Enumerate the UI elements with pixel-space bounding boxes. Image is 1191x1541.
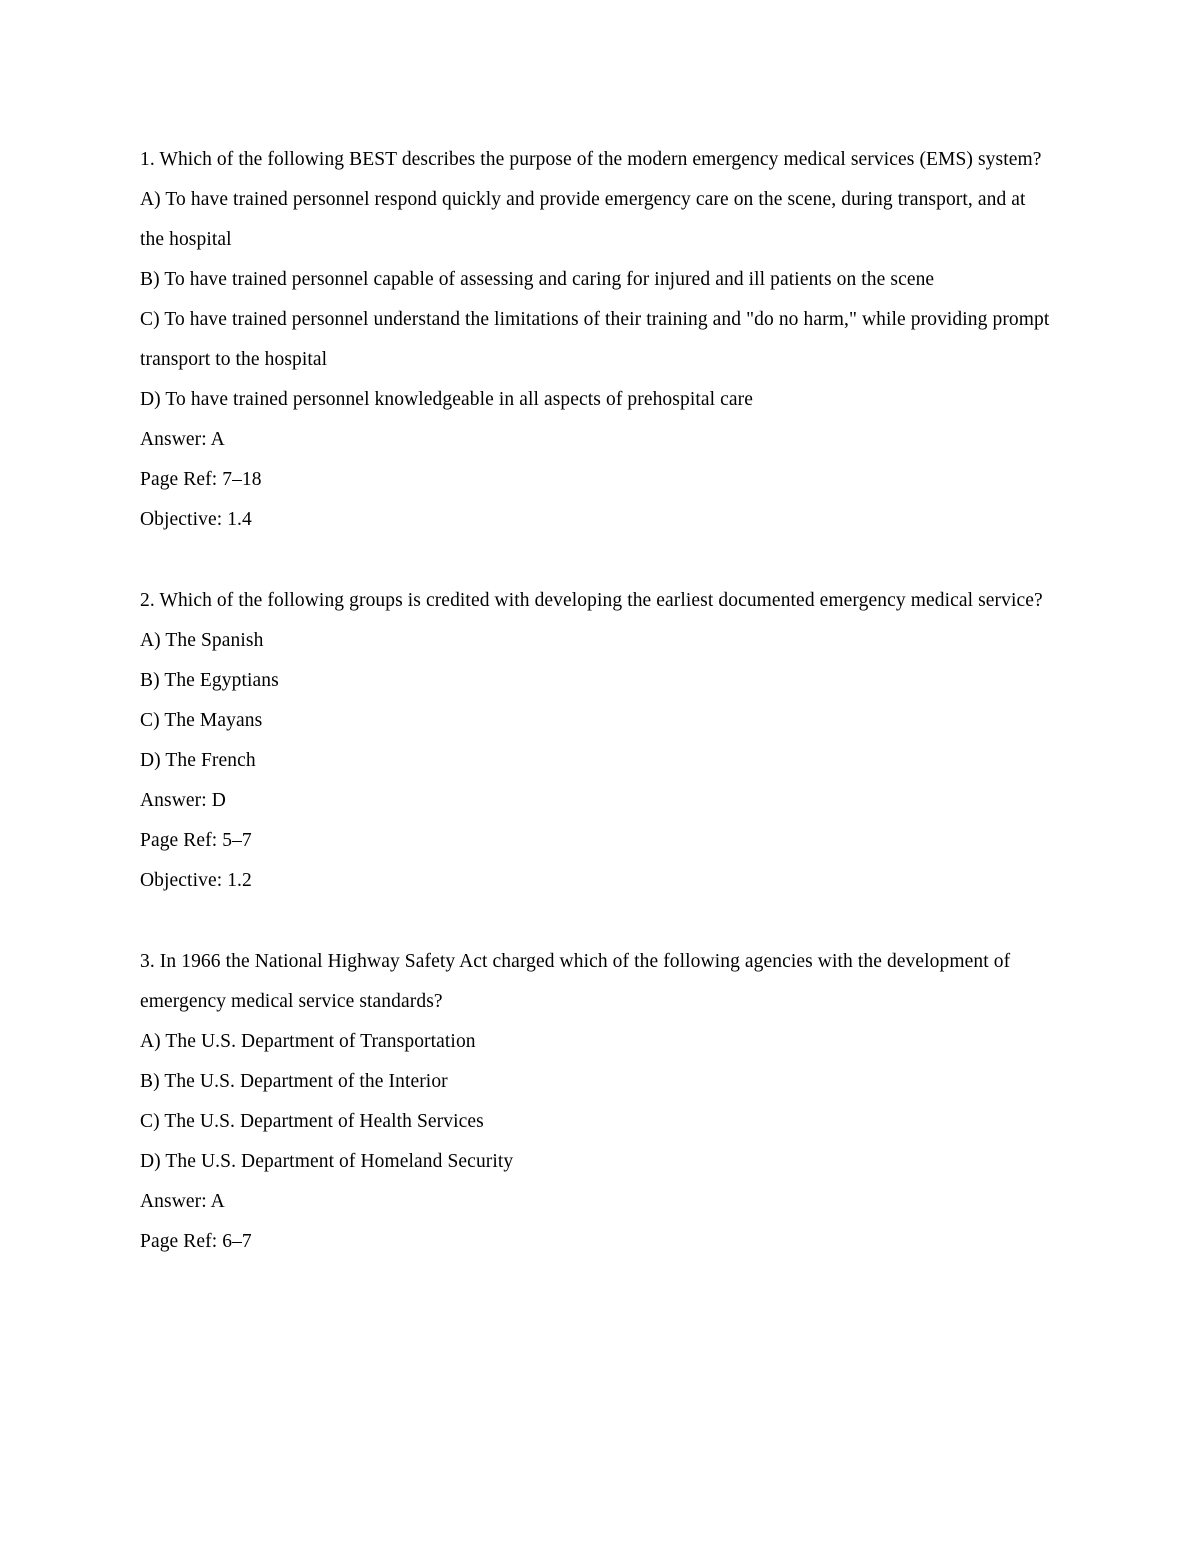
question-block-2 — [140, 581, 1053, 901]
page-ref-line: Page Ref: 6–7 — [140, 1231, 252, 1252]
option-b: B) The Egyptians — [140, 670, 279, 691]
question-text: 1. Which of the following BEST describes the purpose of the modern emergency medical services (EMS) system? — [140, 149, 1042, 170]
answer-line: Answer: A — [140, 429, 225, 450]
option-d: D) The French — [140, 750, 256, 771]
option-b: B) The U.S. Department of the Interior — [140, 1071, 448, 1092]
answer-line: Answer: D — [140, 790, 226, 811]
question-block-3 — [140, 942, 1053, 1262]
question-text: 3. In 1966 the National Highway Safety Act charged which of the following agencies with the development of emergency medical service standards? — [140, 951, 1011, 1012]
option-a: A) To have trained personnel respond quickly and provide emergency care on the scene, during transport, and at the hospital — [140, 189, 1026, 250]
objective-line: Objective: 1.4 — [140, 509, 252, 530]
page-ref-line: Page Ref: 7–18 — [140, 469, 262, 490]
question-block-1 — [140, 140, 1053, 540]
objective-line: Objective: 1.2 — [140, 870, 252, 891]
option-c: C) To have trained personnel understand the limitations of their training and "do no harm," while providing prompt transport to the hospital — [140, 309, 1050, 370]
option-a: A) The Spanish — [140, 630, 264, 651]
question-text: 2. Which of the following groups is credited with developing the earliest documented emergency medical service? — [140, 590, 1043, 611]
option-d: D) The U.S. Department of Homeland Security — [140, 1151, 514, 1172]
option-d: D) To have trained personnel knowledgeable in all aspects of prehospital care — [140, 389, 753, 410]
answer-line: Answer: A — [140, 1191, 225, 1212]
option-c: C) The Mayans — [140, 710, 263, 731]
option-a: A) The U.S. Department of Transportation — [140, 1031, 476, 1052]
page-ref-line: Page Ref: 5–7 — [140, 830, 252, 851]
option-c: C) The U.S. Department of Health Services — [140, 1111, 484, 1132]
option-b: B) To have trained personnel capable of assessing and caring for injured and ill patients on the scene — [140, 269, 935, 290]
